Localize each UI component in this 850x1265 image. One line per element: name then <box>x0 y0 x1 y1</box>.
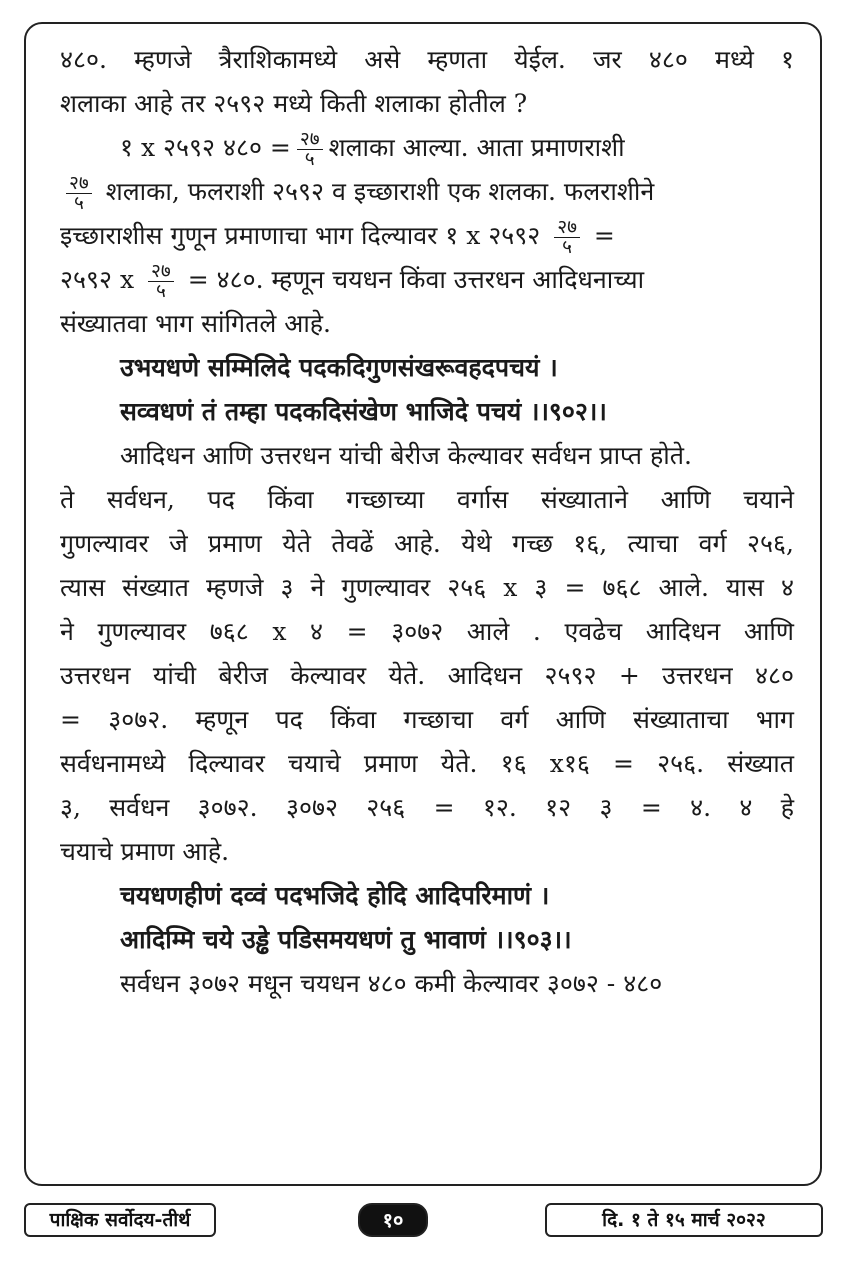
text-line: त्यास संख्यात म्हणजे ३ ने गुणल्यावर २५६ x ३ = ७६८ आले. यास ४ <box>60 573 794 602</box>
text-line <box>60 126 794 170</box>
fraction-denominator: ५ <box>73 192 84 214</box>
page-number: १० <box>382 1208 404 1232</box>
text-line <box>60 258 794 302</box>
text-line: ३, सर्वधन ३०७२. ३०७२ २५६ = १२. १२ ३ = ४. ४ हे <box>60 793 794 822</box>
text-segment: २५९२ x <box>60 265 142 294</box>
text-line: शलाका आहे तर २५९२ मध्ये किती शलाका होतील ? <box>60 89 528 118</box>
text-line: ने गुणल्यावर ७६८ x ४ = ३०७२ आले . एवढेच आदिधन आणि <box>60 617 794 646</box>
issue-date-box <box>545 1203 823 1237</box>
text-line: उभयधणे सम्मिलिदे पदकदिगुणसंखरूवहदपचयं । <box>120 353 558 382</box>
text-line: आदिधन आणि उत्तरधन यांची बेरीज केल्यावर सर्वधन प्राप्त होते. <box>120 441 692 470</box>
publication-name: पाक्षिक सर्वोदय-तीर्थ <box>49 1209 191 1231</box>
text-line: आदिम्मि चये उड्ढे पडिसमयधणं तु भावाणं ।।९०३।। <box>120 925 572 954</box>
fraction <box>554 218 580 257</box>
page-number-badge <box>358 1203 428 1237</box>
text-line: संख्यातवा भाग सांगितले आहे. <box>60 309 331 338</box>
fraction <box>148 262 174 301</box>
text-segment: शलाका आल्या. आता प्रमाणराशी <box>328 133 625 162</box>
text-line <box>60 170 794 214</box>
fraction-denominator: ५ <box>155 280 166 302</box>
publication-name-box <box>24 1203 216 1237</box>
fraction-numerator: २७ <box>554 218 580 238</box>
text-segment: = ४८०. म्हणून चयधन किंवा उत्तरधन आदिधनाच्या <box>179 265 645 294</box>
fraction-denominator: ५ <box>562 236 573 258</box>
text-line: उत्तरधन यांची बेरीज केल्यावर येते. आदिधन २५९२ + उत्तरधन ४८० <box>60 661 794 690</box>
text-segment: १ x २५९२ ४८० = <box>120 133 291 162</box>
text-segment: शलाका, फलराशी २५९२ व इच्छाराशी एक शलका. फलराशीने <box>97 177 655 206</box>
text-segment: = <box>585 221 615 250</box>
fraction <box>66 174 92 213</box>
page-body-text <box>60 38 794 1006</box>
fraction-numerator: २७ <box>66 174 92 194</box>
text-segment: इच्छाराशीस गुणून प्रमाणाचा भाग दिल्यावर १ x २५९२ <box>60 221 549 250</box>
text-line: = ३०७२. म्हणून पद किंवा गच्छाचा वर्ग आणि संख्याताचा भाग <box>60 705 794 734</box>
fraction-denominator: ५ <box>304 148 315 170</box>
fraction <box>297 130 323 169</box>
text-line: ते सर्वधन, पद किंवा गच्छाच्या वर्गास संख्याताने आणि चयाने <box>60 485 794 514</box>
text-line: सव्वधणं तं तम्हा पदकदिसंखेण भाजिदे पचयं ।।९०२।। <box>120 397 607 426</box>
text-line <box>60 214 794 258</box>
issue-date: दि. १ ते १५ मार्च २०२२ <box>602 1209 766 1231</box>
fraction-numerator: २७ <box>297 130 323 150</box>
text-line: सर्वधन ३०७२ मधून चयधन ४८० कमी केल्यावर ३०७२ - ४८० <box>120 969 663 998</box>
text-line: सर्वधनामध्ये दिल्यावर चयाचे प्रमाण येते. १६ x१६ = २५६. संख्यात <box>60 749 794 778</box>
fraction-numerator: २७ <box>148 262 174 282</box>
text-line: गुणल्यावर जे प्रमाण येते तेवढें आहे. येथे गच्छ १६, त्याचा वर्ग २५६, <box>60 529 794 558</box>
text-line: चयधणहीणं दव्वं पदभजिदे होदि आदिपरिमाणं । <box>120 881 550 910</box>
text-line: चयाचे प्रमाण आहे. <box>60 837 230 866</box>
text-line: ४८०. म्हणजे त्रैराशिकामध्ये असे म्हणता येईल. जर ४८० मध्ये १ <box>60 45 794 74</box>
